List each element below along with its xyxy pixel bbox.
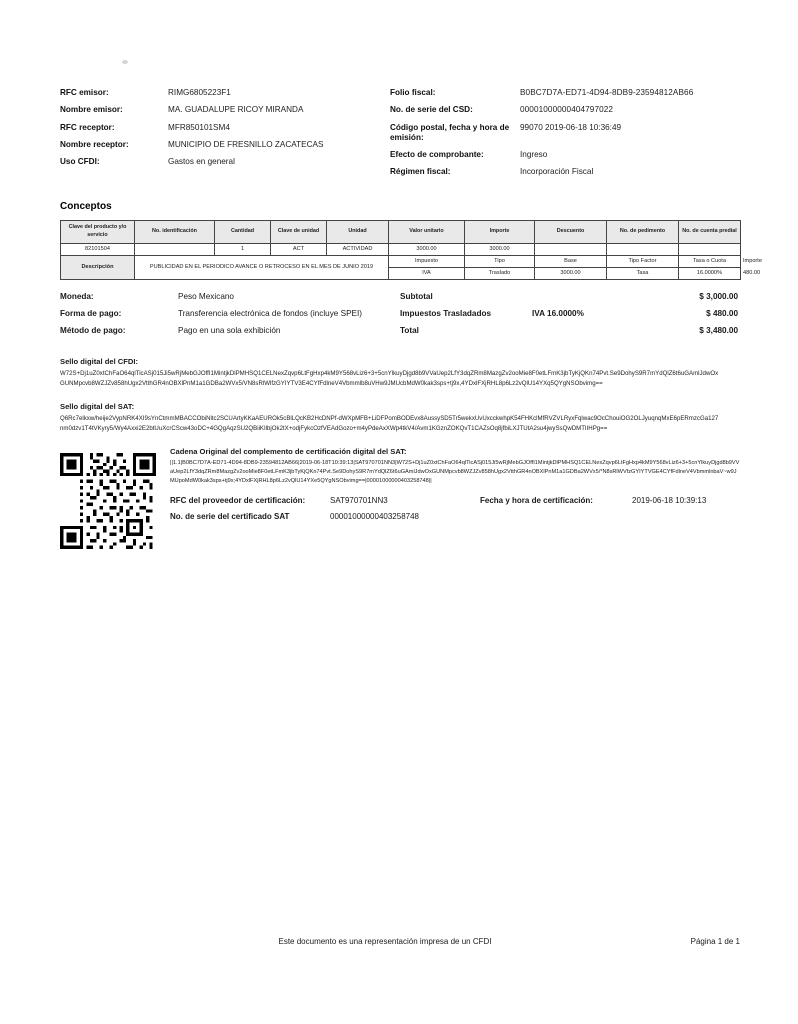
col-clave-producto: Clave del producto y/o servicio xyxy=(61,220,135,243)
cadena-title: Cadena Original del complemento de certificación digital del SAT: xyxy=(170,447,407,457)
field-value: Pago en una sola exhibición xyxy=(178,326,281,336)
cell-base: 3000.00 xyxy=(535,268,607,280)
field-value: 00001000000404797022 xyxy=(520,105,614,115)
col-valor-unitario: Valor unitario xyxy=(389,220,465,243)
field-value: Gastos en general xyxy=(168,157,235,166)
payment-info xyxy=(60,292,400,343)
field-value: 99070 2019-06-18 10:36:49 xyxy=(520,122,622,132)
col-unidad: Unidad xyxy=(327,220,389,243)
cell-cantidad: 1 xyxy=(215,243,271,255)
sello-sat-text: Q6Rc7elkxw/heije2VypNRK4XI9sYnCtmmMBACCObiNltc2SCUArtyKKaAEUROk5cBlLQcKB2HcDNPf-dWXpMFB+LiDFPomBODEvx8AussySD5Tr5wekxUvUxcckwhpK54FHKclMfRVZVLRyxFqlwac9OcChouiOG2OLJyuqnqMxE6pERmzcGa127nm0dzv1T4tVKyry5/Wy4Axxi2E2btUuXcrCScw43oDC+4GQgAqzSU2QBiiKIlbjOk2tX+odjFykcOzfVEAdGozo+m4yPdeAxXWp4tkV4/Avm1KGznZOKQvT1CAZsOq8jfbiLXJTUtA2su4jwySsQwDMTIIHPg== xyxy=(60,415,719,432)
cell-valor-unitario: 3000.00 xyxy=(389,243,465,255)
descripcion-label: Descripción xyxy=(61,255,135,280)
field-label: Moneda: xyxy=(60,292,94,302)
total-impuestos-trasladados xyxy=(400,309,740,318)
field-folio-fiscal xyxy=(390,88,740,98)
field-value: MFR850101SM4 xyxy=(168,122,230,132)
table-row xyxy=(61,243,741,255)
field-value: 2019-06-18 10:39:13 xyxy=(632,495,707,505)
col-tipo-factor: Tipo Factor xyxy=(607,255,679,267)
field-label: RFC emisor: xyxy=(60,88,109,97)
cadena-area xyxy=(60,447,740,549)
cadena-text: ||1.1|B0BC7D7A-ED71-4D94-8DB9-23594812AB66|2019-06-18T10:39:13|SAT970701NN3|W72S+Dj1uZ0xtChFaO64qlTicASj015Ji5wRjMebGJOffI1MintjkDlPMHSQ1CELNexZqvp6LtFgHxp4kM9Y568vLiz6+3+5cnYlkuyDjgd8b9VVaUep2LfY3dqZRm8MazgZv2ooMie8F0etLFmK3jbTyKjQKn74Pvt.Se9DohyS9R7mYdQlZ6t6uGAmlJdwOxGUNMpcvb8WZJZv858hUgx2VtthGR4nOBXlPnM1a1GDBa2WVx5/*N8sRlWVfzGYIYTVGE4CYfFdlneV4VbmmlnbaV~w9JMUpoMdW0kak3sps+tj9x;4YDxlFXjRHL8p6Lz2vQlU14YXe5QYgNSObvimg==|00001000000403258748|| xyxy=(170,460,740,484)
col-base: Base xyxy=(535,255,607,267)
field-nombre-emisor xyxy=(60,105,390,115)
totals-info xyxy=(400,292,740,343)
field-regimen-fiscal xyxy=(390,167,740,177)
total-detail: IVA 16.0000% xyxy=(532,309,584,319)
field-efecto-comprobante xyxy=(390,150,740,160)
col-tasa-cuota: Tasa o Cuota xyxy=(679,255,741,267)
field-value: SAT970701NN3 xyxy=(330,495,388,505)
cell-no-pedimento xyxy=(607,243,679,255)
descripcion-text: PUBLICIDAD EN EL PERIODICO AVANCE O RETROCESO EN EL MES DE JUNIO 2019 xyxy=(135,255,389,280)
header-meta-left xyxy=(60,88,390,185)
sello-cfdi-text: W72S+Dj1uZ0xtChFaO64qlTicASj015Ji5wRjMebGJOffI1MintjkDlPMHSQ1CELNexZqvp6LtFgHxp4kM9Y568vLiz6+3+5cnYlkuyDjgd8b9VVaUep2LfY3dqZRm8MazgZv2ooMie8F0etLFmK3jbTyKjQKn74Pvt.Se9DohyS9R7mYdQlZ6t6uGAmlJdwOxGUNMpcvb8WZJZv858hUgx2VtthGR4nOBXlPnM1a1GDBa2WVx5/VN8sRlWlfzGYIYTV3E4CYfFdlneV4Vbmmlb8uVHw9JMUcbMdW0kak3sps+tj9x,4YDxlFXjRHL8p6Lz2vQlU14YXq5QYgNSObvimg== xyxy=(60,370,719,387)
field-value: MUNICIPIO DE FRESNILLO ZACATECAS xyxy=(168,139,324,149)
section-title-conceptos: Conceptos xyxy=(60,200,112,212)
certificacion-rows xyxy=(170,496,740,521)
col-no-cuenta-predial: No. de cuenta predial xyxy=(679,220,741,243)
sello-cfdi-title: Sello digital del CFDI: xyxy=(60,357,139,367)
cell-importe: 3000.00 xyxy=(465,243,535,255)
field-uso-cfdi xyxy=(60,157,390,167)
qr-code-wrap xyxy=(60,447,164,549)
page-artifact xyxy=(122,60,128,64)
footer-note: Este documento es una representación impresa de un CFDI xyxy=(278,937,492,946)
field-label: Folio fiscal: xyxy=(390,88,436,97)
col-cantidad: Cantidad xyxy=(215,220,271,243)
cell-descuento xyxy=(535,243,607,255)
sello-sat-block xyxy=(60,402,740,433)
field-label: No. de serie del certificado SAT xyxy=(170,511,290,521)
field-label: Código postal, fecha y hora de emisión: xyxy=(390,122,510,142)
header-meta-right xyxy=(390,88,740,185)
field-label: No. de serie del CSD: xyxy=(390,105,473,115)
field-value: Incorporación Fiscal xyxy=(520,167,594,177)
cell-tipo-factor: Tasa xyxy=(607,268,679,280)
field-label: Efecto de comprobante: xyxy=(390,150,484,159)
field-value: Peso Mexicano xyxy=(178,292,234,302)
total-subtotal xyxy=(400,292,740,301)
footer-page-number: Página 1 de 1 xyxy=(690,937,740,946)
row-serie-certificado-sat xyxy=(170,512,740,521)
field-value: Transferencia electrónica de fondos (incluye SPEI) xyxy=(178,309,363,319)
cell-impuesto: IVA xyxy=(389,268,465,280)
field-label: Régimen fiscal: xyxy=(390,167,451,177)
field-label: Nombre emisor: xyxy=(60,105,123,115)
col-no-identificacion: No. identificación xyxy=(135,220,215,243)
sello-cfdi-block xyxy=(60,357,740,388)
field-label: Nombre receptor: xyxy=(60,139,129,149)
field-codigo-postal-fecha xyxy=(390,123,740,144)
conceptos-table xyxy=(60,220,762,281)
cell-clave-producto: 82101504 xyxy=(61,243,135,255)
field-metodo-pago xyxy=(60,326,400,335)
field-serie-csd xyxy=(390,105,740,115)
field-value: B0BC7D7A-ED71-4D94-8DB9-23594812AB66 xyxy=(520,88,694,97)
field-label: Fecha y hora de certificación: xyxy=(480,495,593,505)
cell-no-identificacion xyxy=(135,243,215,255)
field-rfc-emisor xyxy=(60,88,390,98)
total-label: Impuestos Trasladados xyxy=(400,309,492,319)
sello-sat-title: Sello digital del SAT: xyxy=(60,402,135,412)
col-importe: Importe xyxy=(465,220,535,243)
field-value: RIMG6805223F1 xyxy=(168,88,231,97)
field-label: Forma de pago: xyxy=(60,309,122,319)
cell-no-cuenta-predial xyxy=(679,243,741,255)
col-descuento: Descuento xyxy=(535,220,607,243)
col-clave-unidad: Clave de unidad xyxy=(271,220,327,243)
total-label: Total xyxy=(400,326,419,336)
total-amount: $ 3,000.00 xyxy=(699,292,738,302)
table-header-row xyxy=(61,220,741,243)
field-forma-pago xyxy=(60,309,400,318)
document-content xyxy=(60,88,762,549)
field-label: Uso CFDI: xyxy=(60,157,100,166)
impuesto-row: IVA Traslado 3000.00 Tasa 16.0000% 480.00 xyxy=(61,268,741,280)
cell-unidad: ACTIVIDAD xyxy=(327,243,389,255)
cell-clave-unidad: ACT xyxy=(271,243,327,255)
descripcion-impuesto-header-row: Descripción PUBLICIDAD EN EL PERIODICO AVANCE O RETROCESO EN EL MES DE JUNIO 2019 Impuesto Tipo Base Tipo Factor Tasa o Cuota Importe xyxy=(61,255,741,267)
page-footer xyxy=(60,937,740,946)
field-value: Ingreso xyxy=(520,150,548,159)
field-label: RFC receptor: xyxy=(60,122,115,132)
total-total xyxy=(400,326,740,335)
total-amount: $ 480.00 xyxy=(706,309,738,319)
total-label: Subtotal xyxy=(400,292,433,302)
cell-tasa-cuota: 16.0000% xyxy=(679,268,741,280)
col-no-pedimento: No. de pedimento xyxy=(607,220,679,243)
qr-code-icon xyxy=(60,453,156,549)
totals-section xyxy=(60,292,740,343)
field-value: MA. GUADALUPE RICOY MIRANDA xyxy=(168,105,304,115)
cell-tipo: Traslado xyxy=(465,268,535,280)
field-moneda xyxy=(60,292,400,301)
col-tipo: Tipo xyxy=(465,255,535,267)
cadena-column xyxy=(164,447,740,528)
field-value: 00001000000403258748 xyxy=(330,511,419,521)
field-label: Método de pago: xyxy=(60,326,126,336)
header-meta xyxy=(60,88,740,185)
field-nombre-receptor xyxy=(60,140,390,150)
field-rfc-receptor xyxy=(60,123,390,133)
total-amount: $ 3,480.00 xyxy=(699,326,738,336)
row-rfc-proveedor xyxy=(170,496,740,505)
col-impuesto: Impuesto xyxy=(389,255,465,267)
field-label: RFC del proveedor de certificación: xyxy=(170,495,306,505)
